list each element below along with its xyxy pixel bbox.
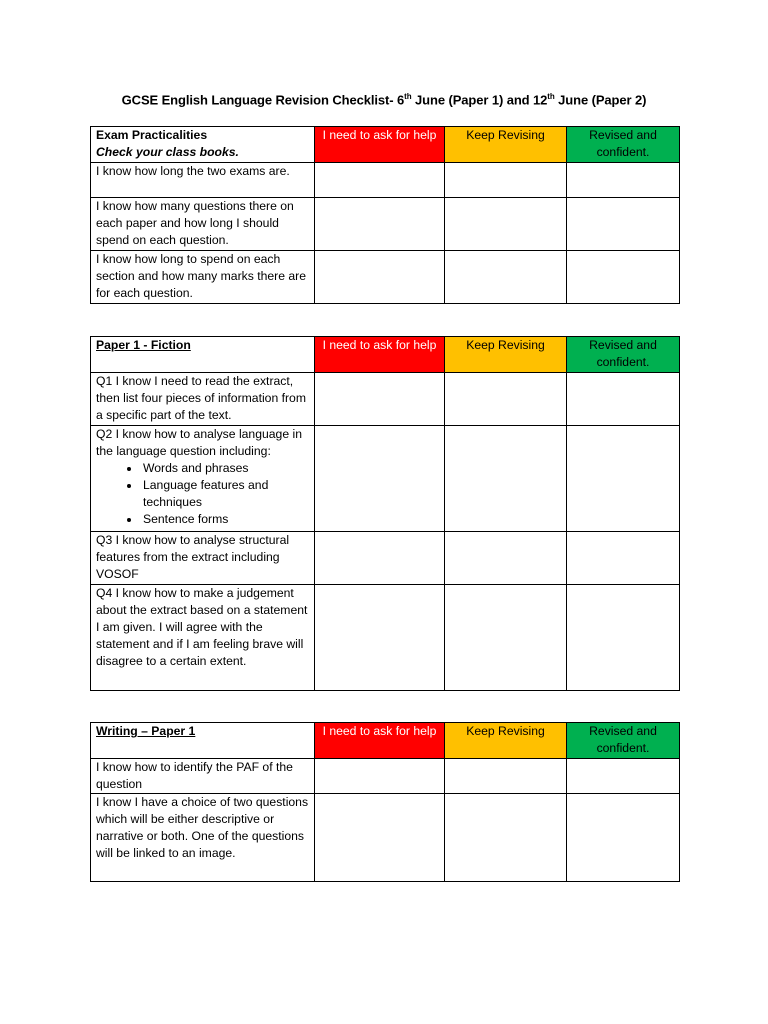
keep-revising-cell[interactable]: [445, 532, 567, 585]
statement-text: Q2 I know how to analyse language in the language question including:: [96, 427, 302, 458]
keep-revising-cell[interactable]: [445, 794, 567, 882]
table-row: [91, 759, 680, 794]
bullet-list: [96, 460, 309, 528]
section-heading: Exam Practicalities: [96, 128, 208, 142]
table-header-row: [91, 723, 680, 759]
need-help-cell[interactable]: [315, 585, 445, 691]
table-header-row: [91, 127, 680, 163]
revised-confident-cell[interactable]: [567, 759, 680, 794]
checklist-statement: I know how long the two exams are.: [91, 163, 315, 198]
table-row: [91, 426, 680, 532]
keep-revising-cell[interactable]: [445, 373, 567, 426]
keep-revising-header: Keep Revising: [445, 723, 567, 759]
need-help-cell[interactable]: [315, 198, 445, 251]
revised-confident-cell[interactable]: [567, 163, 680, 198]
section-heading-cell: [91, 337, 315, 373]
need-help-cell[interactable]: [315, 426, 445, 532]
need-help-header: I need to ask for help: [315, 723, 445, 759]
bullet-item: • Language features and techniques: [141, 477, 309, 511]
checklist-statement: Q3 I know how to analyse structural features from the extract including VOSOF: [91, 532, 315, 585]
checklist-statement: I know I have a choice of two questions which will be either descriptive or narrative or both. One of the questions will be linked to an image.: [91, 794, 315, 882]
need-help-cell[interactable]: [315, 759, 445, 794]
need-help-header: I need to ask for help: [315, 127, 445, 163]
checklist-statement: I know how many questions there on each paper and how long I should spend on each question.: [91, 198, 315, 251]
need-help-cell[interactable]: [315, 532, 445, 585]
revised-confident-header: Revised and confident.: [567, 127, 680, 163]
writing-paper1-table: [90, 722, 680, 882]
table-row: [91, 198, 680, 251]
revised-confident-cell[interactable]: [567, 585, 680, 691]
section-subheading: Check your class books.: [96, 145, 239, 159]
revised-confident-header: Revised and confident.: [567, 337, 680, 373]
need-help-cell[interactable]: [315, 251, 445, 304]
checklist-statement: I know how to identify the PAF of the question: [91, 759, 315, 794]
revised-confident-cell[interactable]: [567, 373, 680, 426]
paper1-fiction-table: [90, 336, 680, 691]
section-heading-cell: [91, 127, 315, 163]
page-title: GCSE English Language Revision Checklist- 6th June (Paper 1) and 12th June (Paper 2): [121, 92, 647, 108]
section-heading: Paper 1 - Fiction: [96, 338, 191, 352]
table-row: [91, 794, 680, 882]
table-row: [91, 532, 680, 585]
revised-confident-header: Revised and confident.: [567, 723, 680, 759]
revised-confident-cell[interactable]: [567, 794, 680, 882]
table-row: [91, 373, 680, 426]
keep-revising-cell[interactable]: [445, 251, 567, 304]
checklist-statement: Q1 I know I need to read the extract, then list four pieces of information from a specific part of the text.: [91, 373, 315, 426]
checklist-statement: Q4 I know how to make a judgement about the extract based on a statement I am given. I will agree with the statement and if I am feeling brave will disagree to a certain extent.: [91, 585, 315, 691]
section-heading: Writing – Paper 1: [96, 724, 196, 738]
keep-revising-header: Keep Revising: [445, 127, 567, 163]
keep-revising-cell[interactable]: [445, 426, 567, 532]
keep-revising-header: Keep Revising: [445, 337, 567, 373]
keep-revising-cell[interactable]: [445, 198, 567, 251]
revised-confident-cell[interactable]: [567, 198, 680, 251]
need-help-cell[interactable]: [315, 163, 445, 198]
need-help-cell[interactable]: [315, 794, 445, 882]
checklist-statement: [91, 426, 315, 532]
need-help-header: I need to ask for help: [315, 337, 445, 373]
section-heading-cell: [91, 723, 315, 759]
table-row: [91, 251, 680, 304]
keep-revising-cell[interactable]: [445, 163, 567, 198]
table-row: [91, 585, 680, 691]
keep-revising-cell[interactable]: [445, 585, 567, 691]
table-header-row: [91, 337, 680, 373]
revised-confident-cell[interactable]: [567, 426, 680, 532]
table-row: [91, 163, 680, 198]
checklist-statement: I know how long to spend on each section and how many marks there are for each question.: [91, 251, 315, 304]
revised-confident-cell[interactable]: [567, 532, 680, 585]
bullet-item: • Words and phrases: [141, 460, 309, 477]
need-help-cell[interactable]: [315, 373, 445, 426]
exam-practicalities-table: [90, 126, 680, 304]
bullet-item: • Sentence forms: [141, 511, 309, 528]
revised-confident-cell[interactable]: [567, 251, 680, 304]
keep-revising-cell[interactable]: [445, 759, 567, 794]
